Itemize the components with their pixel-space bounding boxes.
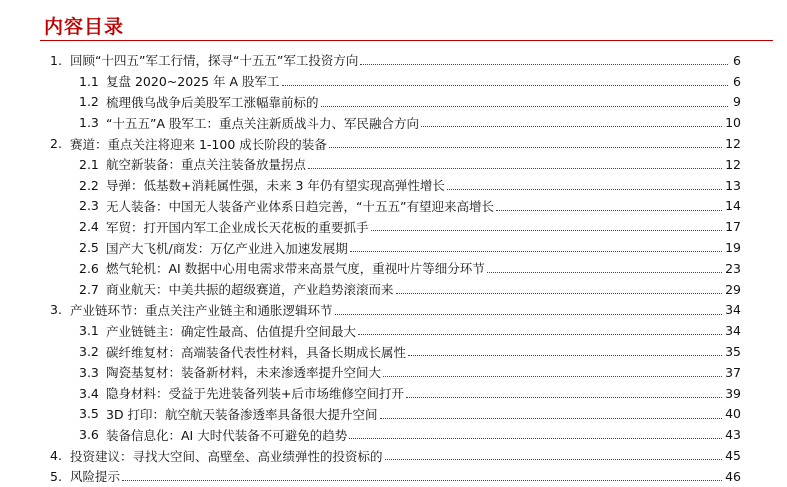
toc-entry-page: 9 xyxy=(733,94,741,110)
toc-entry-title[interactable]: 装备信息化：AI 大时代装备不可避免的趋势 xyxy=(106,427,348,443)
toc-entry[interactable] xyxy=(0,258,787,279)
toc-dot-leader xyxy=(358,325,722,335)
toc-entry-line xyxy=(50,133,741,154)
toc-entry-page: 35 xyxy=(725,344,741,360)
toc-dot-leader xyxy=(406,388,722,398)
toc-entry-line xyxy=(79,196,741,217)
toc-entry-line xyxy=(79,383,741,404)
toc-entry-line xyxy=(50,445,741,466)
toc-entry-number: 2.2 xyxy=(79,177,99,193)
toc-entry-line xyxy=(79,92,741,113)
toc-entry-number: 2.4 xyxy=(79,219,99,235)
toc-entry-title[interactable]: 陶瓷基复材：装备新材料，未来渗透率提升空间大 xyxy=(106,365,382,381)
title-divider xyxy=(40,40,773,41)
toc-entry-line xyxy=(79,112,741,133)
toc-entry-number: 1.3 xyxy=(79,115,99,131)
toc-entry[interactable] xyxy=(0,445,787,466)
toc-entry-title[interactable]: 复盘 2020~2025 年 A 股军工 xyxy=(106,74,280,90)
toc-entry-title[interactable]: 国产大飞机/商发：万亿产业进入加速发展期 xyxy=(106,240,348,256)
toc-entry-number: 3.3 xyxy=(79,364,99,380)
toc-entry-line xyxy=(79,237,741,258)
toc-entry-title[interactable]: 产业链环节：重点关注产业链主和通胀逻辑环节 xyxy=(70,302,333,318)
toc-entry-title[interactable]: 隐身材料：受益于先进装备列装+后市场维修空间打开 xyxy=(106,386,404,402)
toc-dot-leader xyxy=(421,117,722,127)
toc-entry-page: 39 xyxy=(725,385,741,401)
toc-title: 内容目录 xyxy=(44,16,125,38)
toc-entry[interactable] xyxy=(0,237,787,258)
toc-dot-leader xyxy=(496,201,722,211)
toc-entry-title[interactable]: 回顾“十四五”军工行情，探寻“十五五”军工投资方向 xyxy=(70,53,359,69)
toc-entry-title[interactable]: 风险提示 xyxy=(70,469,121,485)
toc-entry[interactable] xyxy=(0,92,787,113)
toc-dot-leader xyxy=(349,429,722,439)
toc-entry-line xyxy=(79,175,741,196)
toc-entry-line xyxy=(79,154,741,175)
toc-dot-leader xyxy=(385,450,723,460)
toc-entry-title[interactable]: 投资建议：寻找大空间、高壁垒、高业绩弹性的投资标的 xyxy=(70,448,383,464)
toc-entry-number: 2. xyxy=(50,136,62,152)
toc-entry-number: 2.6 xyxy=(79,260,99,276)
toc-list xyxy=(0,50,787,487)
toc-entry-page: 6 xyxy=(733,73,741,89)
toc-entry-number: 2.7 xyxy=(79,281,99,297)
toc-entry-title[interactable]: 产业链链主：确定性最高、估值提升空间最大 xyxy=(106,323,357,339)
toc-entry-page: 34 xyxy=(725,302,741,318)
toc-dot-leader xyxy=(335,305,723,315)
toc-dot-leader xyxy=(396,284,723,294)
toc-entry-number: 3.1 xyxy=(79,323,99,339)
toc-entry-number: 2.3 xyxy=(79,198,99,214)
toc-dot-leader xyxy=(360,55,728,65)
toc-entry-title[interactable]: 3D 打印：航空航天装备渗透率具备很大提升空间 xyxy=(106,406,378,422)
toc-entry-number: 3.2 xyxy=(79,344,99,360)
toc-entry-title[interactable]: 航空新装备：重点关注装备放量拐点 xyxy=(106,157,307,173)
toc-entry-line xyxy=(79,404,741,425)
toc-entry-title[interactable]: 无人装备：中国无人装备产业体系日趋完善，“十五五”有望迎来高增长 xyxy=(106,198,494,214)
toc-entry-line xyxy=(50,466,741,487)
toc-dot-leader xyxy=(329,138,722,148)
toc-entry[interactable] xyxy=(0,404,787,425)
toc-entry-number: 4. xyxy=(50,448,62,464)
toc-entry-title[interactable]: 商业航天：中美共振的超级赛道，产业趋势滚滚而来 xyxy=(106,282,394,298)
toc-entry-line xyxy=(79,71,741,92)
toc-entry-page: 12 xyxy=(725,156,741,172)
toc-entry-line xyxy=(79,216,741,237)
toc-dot-leader xyxy=(408,346,722,356)
toc-entry-number: 1. xyxy=(50,52,62,68)
toc-entry-number: 2.1 xyxy=(79,156,99,172)
toc-entry-page: 6 xyxy=(733,52,741,68)
toc-dot-leader xyxy=(321,97,728,107)
toc-entry[interactable] xyxy=(0,383,787,404)
toc-dot-leader xyxy=(371,221,723,231)
toc-entry-page: 23 xyxy=(725,260,741,276)
toc-dot-leader xyxy=(383,367,722,377)
toc-dot-leader xyxy=(487,263,722,273)
toc-entry-line xyxy=(50,50,741,71)
toc-entry-number: 3. xyxy=(50,302,62,318)
toc-entry-number: 2.5 xyxy=(79,240,99,256)
toc-entry-page: 13 xyxy=(725,177,741,193)
toc-entry[interactable] xyxy=(0,320,787,341)
toc-entry-line xyxy=(79,279,741,300)
toc-entry-title[interactable]: 燃气轮机：AI 数据中心用电需求带来高景气度，重视叶片等细分环节 xyxy=(106,261,485,277)
toc-entry-page: 12 xyxy=(725,136,741,152)
toc-entry-title[interactable]: 碳纤维复材：高端装备代表性材料，具备长期成长属性 xyxy=(106,344,407,360)
toc-entry-title[interactable]: “十五五”A 股军工：重点关注新质战斗力、军民融合方向 xyxy=(106,115,419,131)
toc-entry-page: 45 xyxy=(725,448,741,464)
toc-entry[interactable] xyxy=(0,424,787,445)
toc-entry[interactable] xyxy=(0,112,787,133)
toc-entry[interactable] xyxy=(0,341,787,362)
toc-dot-leader xyxy=(282,76,728,86)
toc-entry[interactable] xyxy=(0,154,787,175)
toc-entry-title[interactable]: 梳理俄乌战争后美股军工涨幅靠前标的 xyxy=(106,94,319,110)
toc-dot-leader xyxy=(122,471,722,481)
toc-entry-page: 17 xyxy=(725,219,741,235)
toc-entry[interactable] xyxy=(0,133,787,154)
toc-entry[interactable] xyxy=(0,71,787,92)
toc-entry-line xyxy=(50,300,741,321)
toc-entry-number: 3.6 xyxy=(79,427,99,443)
toc-entry-page: 19 xyxy=(725,240,741,256)
toc-entry-title[interactable]: 军贸：打开国内军工企业成长天花板的重要抓手 xyxy=(106,219,369,235)
toc-entry-page: 29 xyxy=(725,281,741,297)
toc-entry[interactable] xyxy=(0,279,787,300)
toc-entry-number: 3.4 xyxy=(79,385,99,401)
toc-dot-leader xyxy=(447,180,722,190)
toc-entry-title[interactable]: 导弹：低基数+消耗属性强，未来 3 年仍有望实现高弹性增长 xyxy=(106,178,445,194)
toc-entry-page: 43 xyxy=(725,427,741,443)
toc-dot-leader xyxy=(350,242,722,252)
toc-entry-page: 37 xyxy=(725,364,741,380)
toc-entry[interactable] xyxy=(0,362,787,383)
toc-entry-line xyxy=(79,424,741,445)
toc-entry-page: 10 xyxy=(725,115,741,131)
toc-entry-number: 5. xyxy=(50,468,62,484)
toc-dot-leader xyxy=(308,159,722,169)
toc-entry-line xyxy=(79,341,741,362)
toc-entry-line xyxy=(79,320,741,341)
toc-entry-page: 46 xyxy=(725,468,741,484)
toc-entry-page: 40 xyxy=(725,406,741,422)
toc-entry[interactable] xyxy=(0,50,787,71)
toc-entry[interactable] xyxy=(0,175,787,196)
toc-dot-leader xyxy=(380,409,723,419)
toc-entry-page: 14 xyxy=(725,198,741,214)
toc-entry-number: 1.2 xyxy=(79,94,99,110)
toc-entry[interactable] xyxy=(0,300,787,321)
toc-entry-number: 3.5 xyxy=(79,406,99,422)
toc-entry-number: 1.1 xyxy=(79,73,99,89)
toc-entry-page: 34 xyxy=(725,323,741,339)
toc-entry-title[interactable]: 赛道：重点关注将迎来 1-100 成长阶段的装备 xyxy=(70,136,327,152)
toc-entry[interactable] xyxy=(0,216,787,237)
toc-entry[interactable] xyxy=(0,196,787,217)
toc-entry[interactable] xyxy=(0,466,787,487)
toc-entry-line xyxy=(79,258,741,279)
toc-entry-line xyxy=(79,362,741,383)
